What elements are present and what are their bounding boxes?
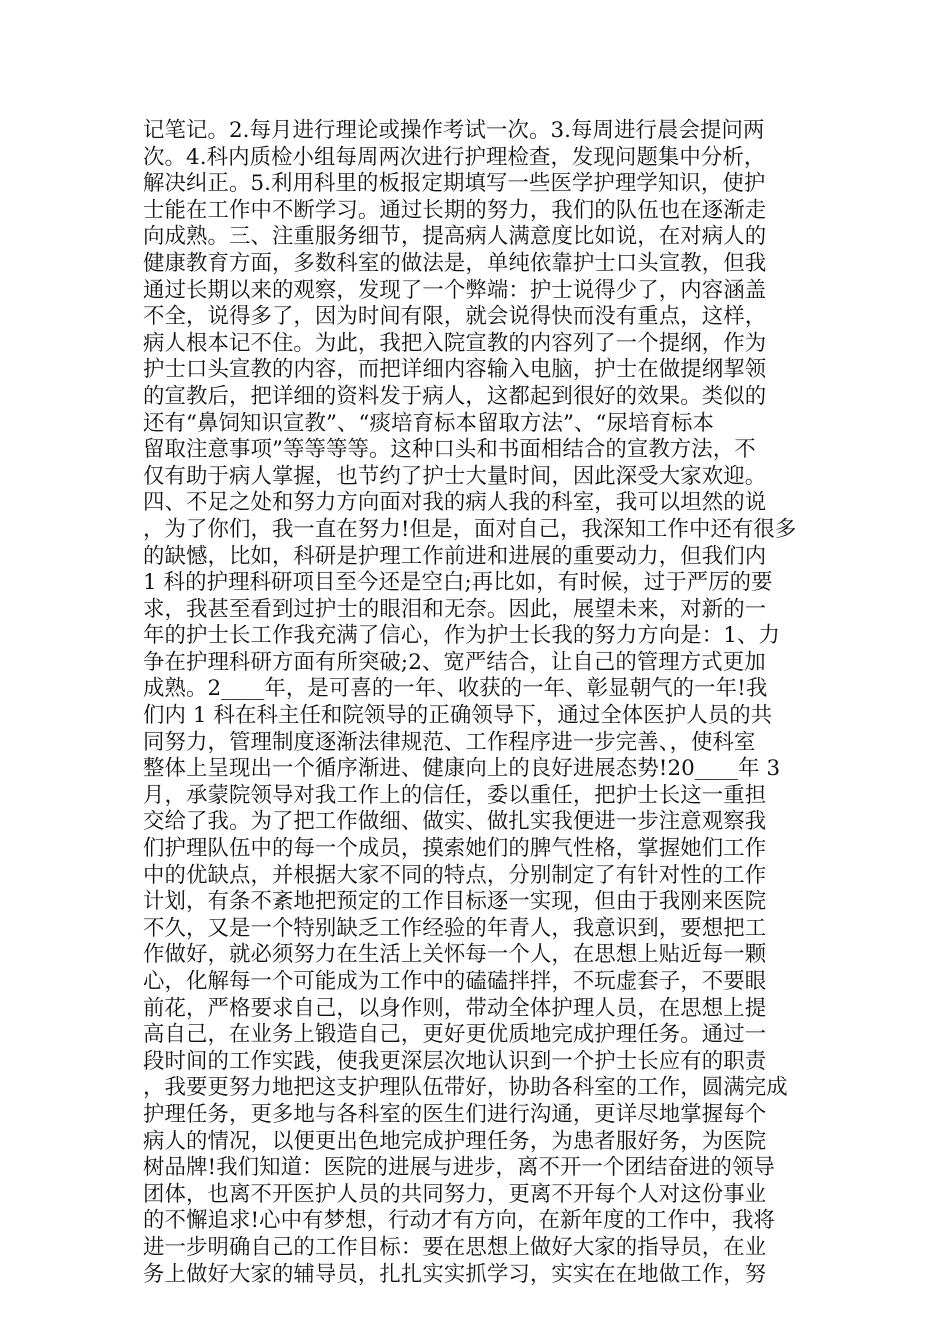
text-line: 病人根本记不住。为此，我把入院宣教的内容列了一个提纲，作为 bbox=[143, 330, 767, 356]
text-line: 进一步明确自己的工作目标：要在思想上做好大家的指导员，在业 bbox=[143, 1234, 767, 1260]
text-line: 记笔记。2.每月进行理论或操作考试一次。3.每周进行晨会提问两 bbox=[143, 118, 765, 143]
text-line: 高自己，在业务上锻造自己，更好更优质地完成护理任务。通过一 bbox=[143, 1022, 767, 1048]
text-line: 次。4.科内质检小组每周两次进行护理检查，发现问题集中分析， bbox=[143, 144, 766, 170]
text-line: 成熟。2____年，是可喜的一年、收获的一年、彰显朝气的一年!我 bbox=[143, 676, 768, 702]
text-line: 年的护士长工作我充满了信心，作为护士长我的努力方向是：1、力 bbox=[143, 623, 780, 649]
text-line: 向成熟。三、注重服务细节，提高病人满意度比如说，在对病人的 bbox=[143, 224, 767, 250]
text-line: 的不懈追求!心中有梦想，行动才有方向，在新年度的工作中，我将 bbox=[143, 1208, 775, 1234]
text-line: 心，化解每一个可能成为工作中的磕磕拌拌，不玩虚套子，不要眼 bbox=[143, 969, 767, 994]
text-line: 们护理队伍中的每一个成员，摸索她们的脾气性格，掌握她们工作 bbox=[143, 836, 767, 862]
text-line: 病人的情况，以便更出色地完成护理任务，为患者服好务，为医院 bbox=[143, 1128, 767, 1154]
text-line: 解决纠正。5.利用科里的板报定期填写一些医学护理学知识，使护 bbox=[143, 171, 766, 197]
text-line: 还有“鼻饲知识宣教”、“痰培育标本留取方法”、“尿培育标本 bbox=[143, 410, 714, 436]
text-line: 的缺憾，比如，科研是护理工作前进和进展的重要动力，但我们内 bbox=[143, 543, 767, 569]
text-line: 不全，说得多了，因为时间有限，就会说得快而没有重点，这样， bbox=[143, 304, 767, 330]
text-line: 月，承蒙院领导对我工作上的信任，委以重任，把护士长这一重担 bbox=[143, 782, 767, 808]
text-line: 不久，又是一个特别缺乏工作经验的年青人，我意识到，要想把工 bbox=[143, 915, 767, 941]
text-line: 务上做好大家的辅导员，扎扎实实抓学习，实实在在地做工作，努 bbox=[143, 1261, 767, 1287]
text-line: ，我要更努力地把这支护理队伍带好，协助各科室的工作，圆满完成 bbox=[143, 1075, 788, 1101]
text-line: ，为了你们，我一直在努力!但是，面对自己，我深知工作中还有很多 bbox=[143, 516, 797, 542]
text-line: 交给了我。为了把工作做细、做实、做扎实我便进一步注意观察我 bbox=[143, 809, 767, 835]
text-line: 整体上呈现出一个循序渐进、健康向上的良好进展态势!20____年 3 bbox=[143, 756, 781, 782]
text-line: 同努力，管理制度逐渐法律规范、工作程序进一步完善、，使科室 bbox=[143, 729, 756, 755]
text-line: 护士口头宣教的内容，而把详细内容输入电脑，护士在做提纲挈领 bbox=[143, 357, 767, 383]
text-line: 护理任务，更多地与各科室的医生们进行沟通，更详尽地掌握每个 bbox=[143, 1101, 767, 1127]
text-line: 士能在工作中不断学习。通过长期的努力，我们的队伍也在逐渐走 bbox=[143, 197, 767, 223]
text-line: 团体，也离不开医护人员的共同努力，更离不开每个人对这份事业 bbox=[143, 1181, 767, 1207]
text-line: 计划，有条不紊地把预定的工作目标逐一实现，但由于我刚来医院 bbox=[143, 889, 767, 915]
text-line: 健康教育方面，多数科室的做法是，单纯依靠护士口头宣教，但我 bbox=[143, 250, 767, 276]
text-line: 中的优缺点，并根据大家不同的特点，分别制定了有针对性的工作 bbox=[143, 862, 767, 888]
text-line: 们内 1 科在科主任和院领导的正确领导下，通过全体医护人员的共 bbox=[143, 703, 773, 729]
text-line: 段时间的工作实践，使我更深层次地认识到一个护士长应有的职责 bbox=[143, 1048, 767, 1074]
text-line: 争在护理科研方面有所突破;2、宽严结合，让自己的管理方式更加 bbox=[143, 649, 766, 675]
text-line: 树品牌!我们知道：医院的进展与进步，离不开一个团结奋进的领导 bbox=[143, 1155, 775, 1181]
body-text bbox=[143, 118, 803, 1288]
text-line: 作做好，就必须努力在生活上关怀每一个人，在思想上贴近每一颗 bbox=[143, 942, 767, 968]
text-line: 留取注意事项”等等等等。这种口头和书面相结合的宣教方法，不 bbox=[143, 437, 756, 463]
text-line: 通过长期以来的观察，发现了一个弊端：护士说得少了，内容涵盖 bbox=[143, 277, 767, 303]
text-line: 四、不足之处和努力方向面对我的病人我的科室，我可以坦然的说 bbox=[143, 490, 767, 516]
text-line: 前花，严格要求自己，以身作则，带动全体护理人员，在思想上提 bbox=[143, 995, 767, 1021]
text-line: 仅有助于病人掌握，也节约了护士大量时间，因此深受大家欢迎。 bbox=[143, 463, 767, 489]
text-line: 1 科的护理科研项目至今还是空白;再比如，有时候，过于严厉的要 bbox=[143, 570, 773, 596]
text-line: 的宣教后，把详细的资料发于病人，这都起到很好的效果。类似的 bbox=[143, 383, 767, 409]
text-line: 求，我甚至看到过护士的眼泪和无奈。因此，展望未来，对新的一 bbox=[143, 596, 767, 622]
